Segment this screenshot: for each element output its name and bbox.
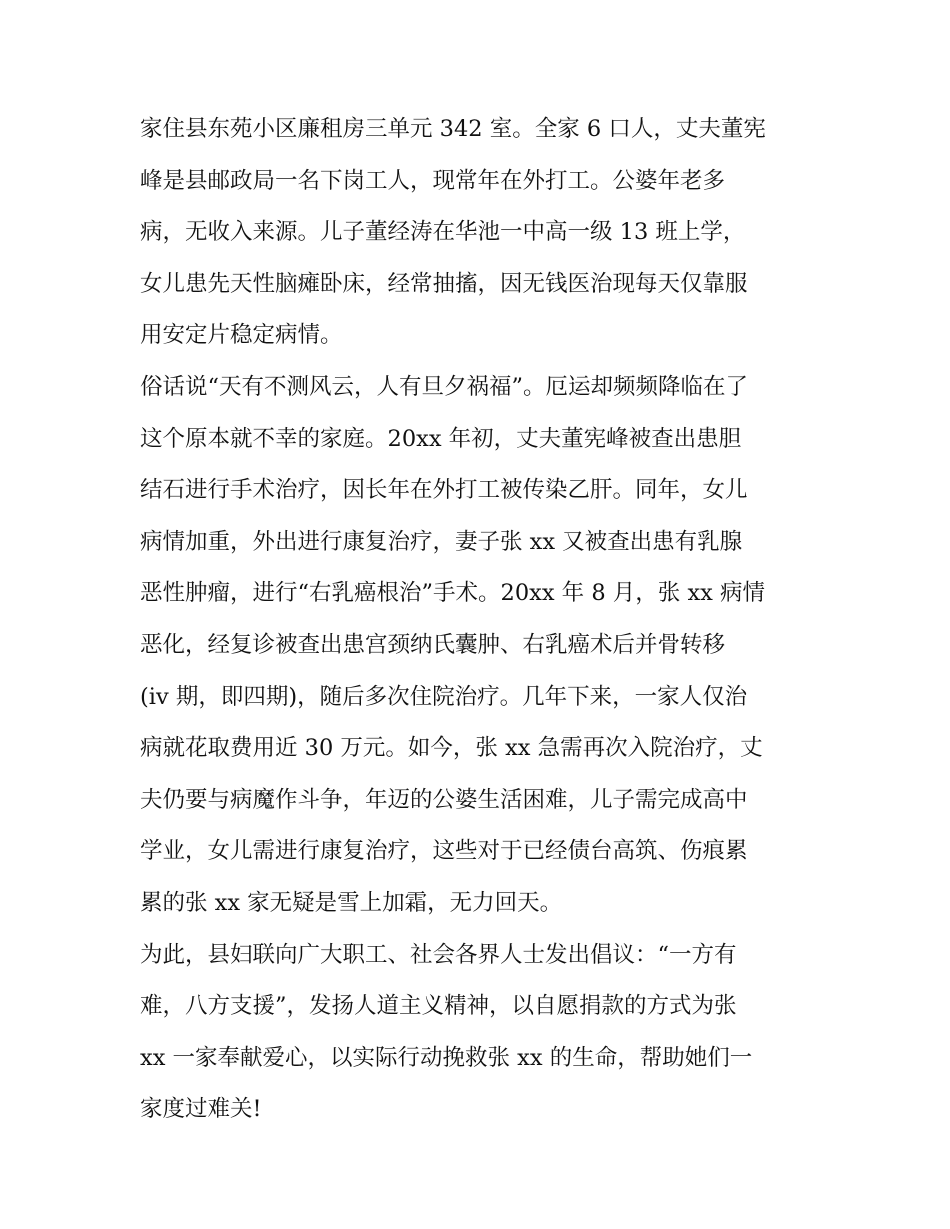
paragraph-appeal [140, 930, 820, 1136]
text-line: 病情加重，外出进行康复治疗，妻子张 xx 又被查出患有乳腺 [140, 528, 743, 555]
text-line: 用安定片稳定病情。 [140, 322, 343, 349]
text-line: xx 一家奉献爱心，以实际行动挽救张 xx 的生命，帮助她们一 [140, 1044, 753, 1071]
text-line: 家度过难关! [140, 1096, 262, 1123]
text-line: 女儿患先天性脑瘫卧床，经常抽搐，因无钱医治现每天仅靠服 [140, 270, 748, 297]
text-line: 恶性肿瘤，进行“右乳癌根治”手术。20xx 年 8 月，张 xx 病情 [140, 580, 765, 607]
text-line: 病，无收入来源。儿子董经涛在华池一中高一级 13 班上学， [140, 219, 746, 246]
text-line: 为此，县妇联向广大职工、社会各界人士发出倡议：“一方有 [140, 941, 737, 968]
text-line: 病就花取费用近 30 万元。如今，张 xx 急需再次入院治疗，丈 [140, 735, 763, 762]
text-line: (iv 期，即四期)，随后多次住院治疗。几年下来，一家人仅治 [140, 683, 748, 710]
paragraph-family-situation [140, 104, 820, 362]
text-line: 学业，女儿需进行康复治疗，这些对于已经债台高筑、伤痕累 [140, 838, 748, 865]
text-line: 恶化，经复诊被查出患宫颈纳氏囊肿、右乳癌术后并骨转移 [140, 631, 726, 658]
text-line: 累的张 xx 家无疑是雪上加霜，无力回天。 [140, 889, 563, 916]
paragraph-misfortune [140, 362, 820, 930]
text-line: 难，八方支援”，发扬人道主义精神，以自愿捐款的方式为张 [140, 993, 737, 1020]
text-line: 俗话说“天有不测风云，人有旦夕祸福”。厄运却频频降临在了 [140, 373, 749, 400]
text-line: 这个原本就不幸的家庭。20xx 年初，丈夫董宪峰被查出患胆 [140, 425, 742, 452]
text-line: 峰是县邮政局一名下岗工人，现常年在外打工。公婆年老多 [140, 167, 726, 194]
text-line: 夫仍要与病魔作斗争，年迈的公婆生活困难，儿子需完成高中 [140, 786, 748, 813]
document-body [140, 104, 820, 1136]
text-line: 家住县东苑小区廉租房三单元 342 室。全家 6 口人，丈夫董宪 [140, 116, 766, 142]
text-line: 结石进行手术治疗，因长年在外打工被传染乙肝。同年，女儿 [140, 477, 748, 504]
